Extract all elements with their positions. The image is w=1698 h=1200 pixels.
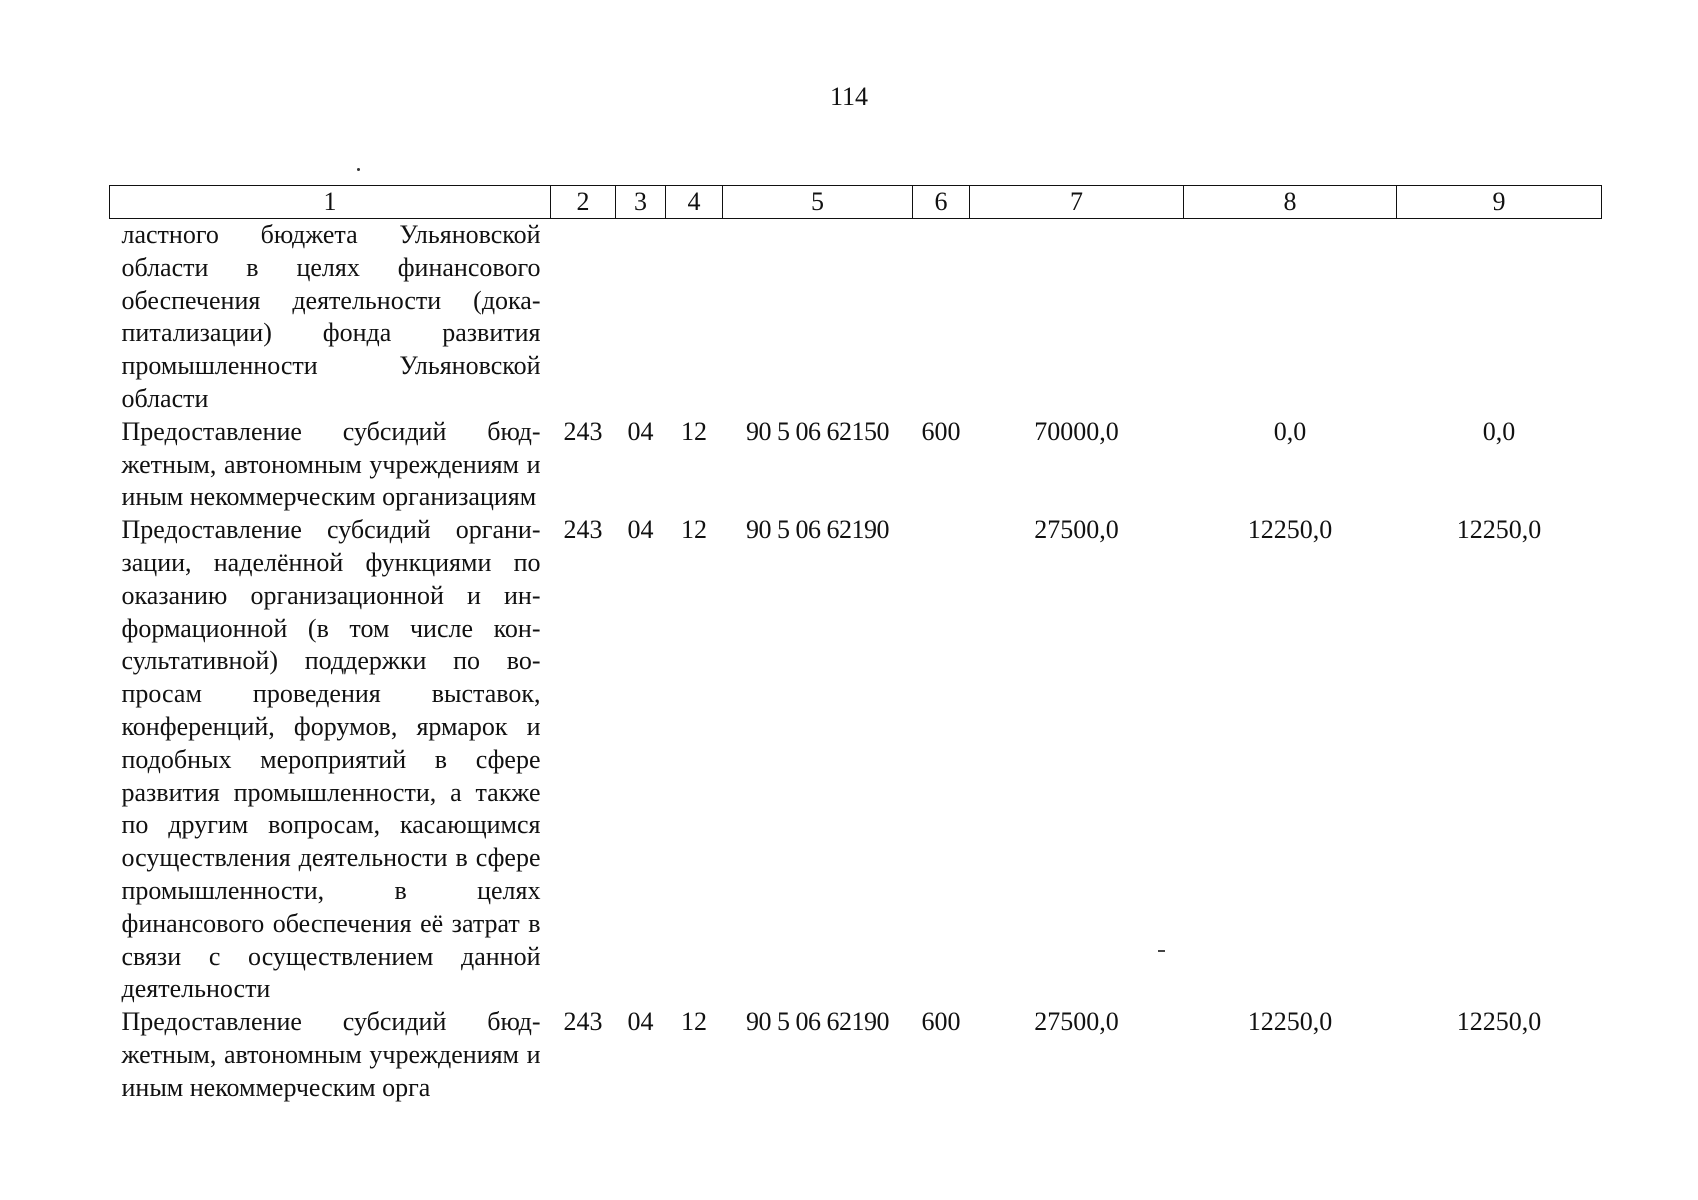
cell-amount-8 <box>1184 219 1397 416</box>
column-header: 5 <box>723 186 913 219</box>
cell-subsection: 12 <box>681 416 707 446</box>
page-number: 114 <box>829 82 869 111</box>
table-row <box>110 416 1602 514</box>
cell-section: 04 <box>627 1007 654 1037</box>
column-header: 8 <box>1184 186 1397 219</box>
cell-subsection: 12 <box>681 515 707 545</box>
cell-expense-type: 600 <box>921 1007 961 1037</box>
cell-subsection <box>666 219 723 416</box>
cell-amount-8: 12250,0 <box>1247 515 1333 545</box>
cell-amount-7: 27500,0 <box>1034 515 1119 545</box>
cell-ministry: 243 <box>563 1007 603 1037</box>
row-description: Предоставление субсидий бюджетным, автономным учреждениям и иным некоммерческим орга <box>121 1007 541 1102</box>
row-description: Предоставление субсидий бюджетным, автономным учреждениям и иным некоммерческим организациям <box>121 416 541 512</box>
cell-amount-8: 12250,0 <box>1247 1007 1333 1037</box>
cell-target-code: 90 5 06 62190 <box>746 1007 889 1037</box>
table-row <box>110 1006 1602 1104</box>
cell-subsection: 12 <box>681 1007 707 1037</box>
cell-section: 04 <box>627 515 654 545</box>
row-description: ластного бюджета Ульяновской области в целях финансового обеспечения деятельности (докапитализации) фонда развития промышленности Ульяновской области <box>121 220 541 413</box>
cell-expense-type <box>913 219 970 416</box>
cell-amount-9: 12250,0 <box>1456 1007 1542 1037</box>
cell-ministry: 243 <box>563 515 603 545</box>
cell-amount-7: 70000,0 <box>1034 416 1119 446</box>
cell-section <box>616 219 666 416</box>
cell-expense-type <box>913 514 970 1006</box>
row-description: Предоставление субсидий организации, наделённой функциями по оказанию организационной и информационной (в том числе консультативной) поддержки по вопросам проведения выставок, конференций, форумов, ярмарок и подобных мероприятий в сфере развития промышленности, а также по другим вопросам, касающимся осуществления деятельности в сфере промышленности, в целях финансового обеспечения её затрат в связи с осуществлением данной деятельности <box>121 515 541 1004</box>
column-header: 6 <box>913 186 970 219</box>
cell-amount-7 <box>970 219 1184 416</box>
column-header: 3 <box>616 186 666 219</box>
cell-target-code: 90 5 06 62150 <box>746 416 889 446</box>
cell-section: 04 <box>627 416 654 446</box>
cell-expense-type: 600 <box>921 416 961 446</box>
column-header: 9 <box>1397 186 1602 219</box>
cell-target-code: 90 5 06 62190 <box>746 515 889 545</box>
cell-ministry <box>551 219 616 416</box>
budget-table <box>109 185 1602 1105</box>
table-row <box>110 514 1602 1006</box>
column-header: 1 <box>110 186 551 219</box>
scan-speck <box>357 168 360 171</box>
cell-target-code <box>723 219 913 416</box>
table-row <box>110 219 1602 416</box>
cell-ministry: 243 <box>563 416 603 446</box>
header-row <box>110 186 1602 219</box>
column-header: 4 <box>666 186 723 219</box>
cell-amount-9: 12250,0 <box>1456 515 1542 545</box>
cell-amount-7: 27500,0 <box>1034 1007 1119 1037</box>
cell-amount-8: 0,0 <box>1273 416 1307 446</box>
cell-amount-9 <box>1397 219 1602 416</box>
cell-amount-9: 0,0 <box>1482 416 1516 446</box>
column-header: 2 <box>551 186 616 219</box>
column-header: 7 <box>970 186 1184 219</box>
